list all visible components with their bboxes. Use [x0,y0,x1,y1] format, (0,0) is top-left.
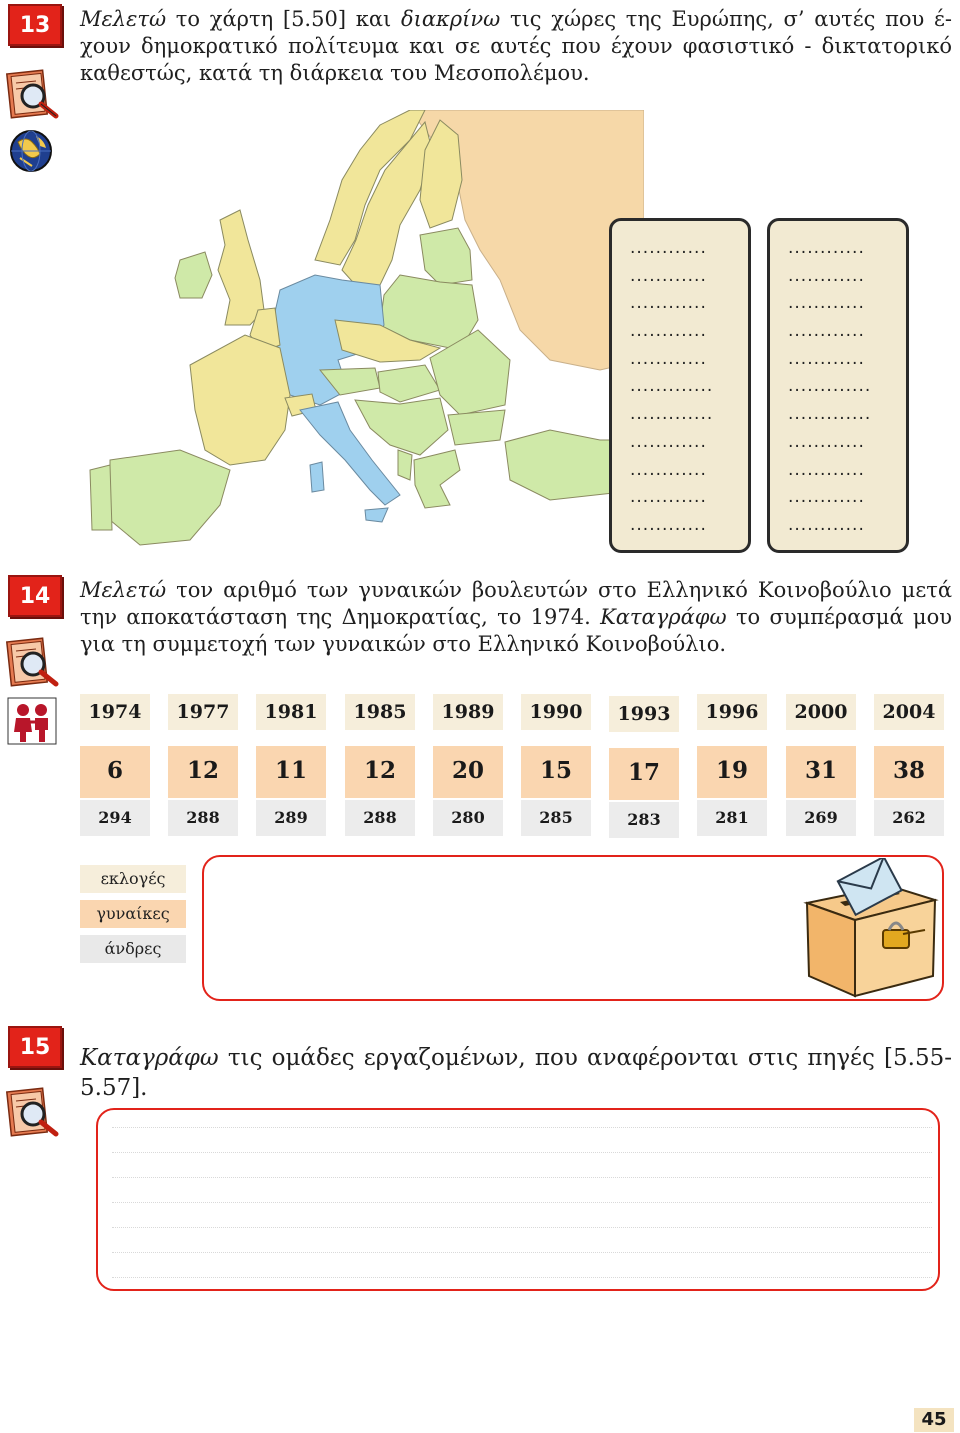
answer-box-fascist[interactable]: ............ ............ ............ ............ ............ ............. ............. ............ ............ ............ ............ [767,218,909,553]
exercise-13-instructions: Μελετώ το χάρτη [5.50] και διακρίνω τις χώρες της Ευρώπης, σ’ αυτές που έ- χουν δημοκρατικό πολίτευμα και σε αυτές που έχουν φασιστικό - δικτατορικό καθεστώς, κατά τη διάρκεια του Μεσοπολέμου. [80,7,952,85]
exercise-number-13: 13 [8,4,62,46]
year-cell: 1985 [345,694,415,730]
legend-men: άνδρες [80,935,186,963]
men-count-cell: 269 [786,800,856,836]
answer-line [112,1127,932,1128]
source-study-icon [6,1086,62,1138]
answer-box-democratic[interactable]: ............ ............ ............ ............ ............ ............. ............. ............ ............ ............ ............ [609,218,751,553]
map-bulgaria [448,410,505,445]
answer-line [112,1277,932,1278]
year-cell: 1977 [168,694,238,730]
interwar-europe-map [80,110,644,553]
year-cell: 1981 [256,694,326,730]
map-sardinia [310,462,324,492]
exercise-number-14: 14 [8,575,62,617]
map-albania [398,450,412,480]
men-count-cell: 281 [697,800,767,836]
women-count-cell: 12 [345,746,415,798]
men-count-cell: 283 [609,802,679,838]
men-count-cell: 280 [433,800,503,836]
legend-elections: εκλογές [80,865,186,893]
women-count-cell: 12 [168,746,238,798]
men-count-cell: 288 [168,800,238,836]
women-count-cell: 17 [609,748,679,800]
workers-groups-answer-box[interactable] [96,1108,940,1291]
exercise-14-instructions: Μελετώ τον αριθμό των γυναικών βουλευτών στο Ελληνικό Κοινοβούλιο μετά την αποκατάσταση της Δημοκρατίας, το 1974. Καταγράφω το συμπέρασμά μου για τη συμμετοχή των γυναικών στο Ελληνικό Κοινοβούλιο. [80,578,952,656]
exercise-15-instructions: Καταγράφω τις ομάδες εργαζομένων, που αναφέρονται στις πηγές [5.55-5.57]. [80,1045,952,1101]
ballot-box-icon [795,858,940,998]
answer-line [112,1252,932,1253]
exercise-number-15: 15 [8,1026,62,1068]
year-cell: 2004 [874,694,944,730]
people-icon [6,696,62,748]
men-count-cell: 288 [345,800,415,836]
year-cell: 1993 [609,696,679,732]
answer-line [112,1227,932,1228]
legend-women: γυναίκες [80,900,186,928]
men-count-cell: 294 [80,800,150,836]
men-count-cell: 262 [874,800,944,836]
women-count-cell: 19 [697,746,767,798]
globe-map-icon [6,124,62,176]
men-count-cell: 289 [256,800,326,836]
answer-line [112,1202,932,1203]
map-portugal [90,465,112,530]
women-count-cell: 11 [256,746,326,798]
source-study-icon [6,636,62,688]
year-cell: 1990 [521,694,591,730]
answer-line [112,1152,932,1153]
answer-line [112,1177,932,1178]
women-count-cell: 15 [521,746,591,798]
women-count-cell: 38 [874,746,944,798]
year-cell: 1974 [80,694,150,730]
women-count-cell: 6 [80,746,150,798]
women-count-cell: 31 [786,746,856,798]
page-number: 45 [914,1408,954,1432]
women-count-cell: 20 [433,746,503,798]
year-cell: 2000 [786,694,856,730]
men-count-cell: 285 [521,800,591,836]
year-cell: 1989 [433,694,503,730]
year-cell: 1996 [697,694,767,730]
source-study-icon [6,68,62,120]
